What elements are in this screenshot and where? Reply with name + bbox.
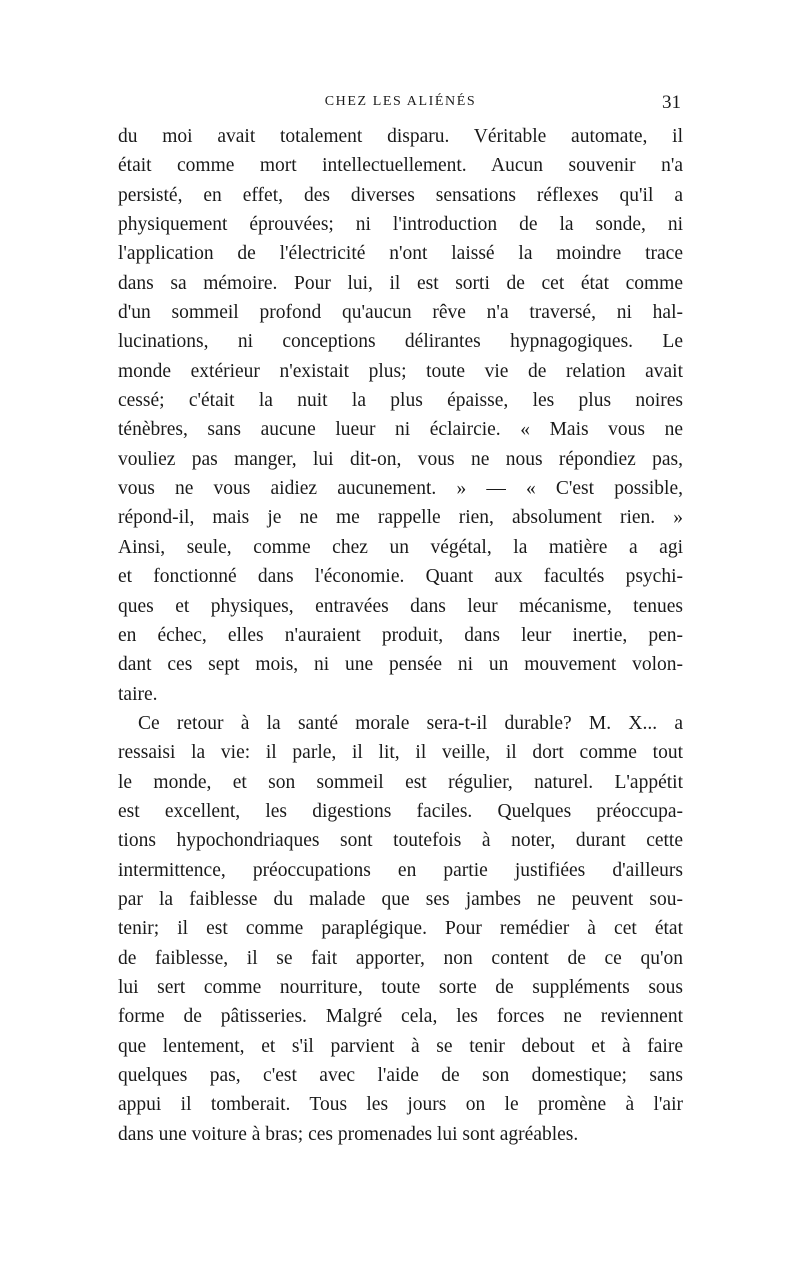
text-line: vous ne vous aidiez aucunement. » — « C'est possible, [118, 478, 683, 500]
text-line: répond-il, mais je ne me rappelle rien, absolument rien. » [118, 507, 683, 529]
text-line: vouliez pas manger, lui dit-on, vous ne nous répondiez pas, [118, 448, 683, 470]
text-line: Ainsi, seule, comme chez un végétal, la matière a agi [118, 536, 683, 558]
text-line: cessé; c'était la nuit la plus épaisse, les plus noires [118, 390, 683, 412]
text-line: Ce retour à la santé morale sera-t-il durable? M. X... a [138, 712, 683, 734]
text-line: que lentement, et s'il parvient à se tenir debout et à faire [118, 1035, 683, 1057]
text-line: le monde, et son sommeil est régulier, naturel. L'appétit [118, 771, 683, 793]
text-line: du moi avait totalement disparu. Véritable automate, il [118, 126, 683, 147]
text-line: forme de pâtisseries. Malgré cela, les forces ne reviennent [118, 1006, 683, 1028]
text-line: par la faiblesse du malade que ses jambes ne peuvent sou- [118, 888, 683, 910]
text-line: ressaisi la vie: il parle, il lit, il veille, il dort comme tout [118, 742, 683, 764]
text-line: taire. [118, 683, 158, 705]
text-line: est excellent, les digestions faciles. Quelques préoccupa- [118, 800, 683, 822]
text-line: ténèbres, sans aucune lueur ni éclaircie. « Mais vous ne [118, 419, 683, 441]
text-line: intermittence, préoccupations en partie justifiées d'ailleurs [118, 859, 683, 881]
text-line: monde extérieur n'existait plus; toute vie de relation avait [118, 360, 683, 382]
text-line: ques et physiques, entravées dans leur mécanisme, tenues [118, 595, 683, 617]
text-line: était comme mort intellectuellement. Aucun souvenir n'a [118, 155, 683, 177]
running-head [118, 92, 683, 118]
text-line: physiquement éprouvées; ni l'introduction de la sonde, ni [118, 214, 683, 236]
text-line: quelques pas, c'est avec l'aide de son domestique; sans [118, 1065, 683, 1086]
text-line: lui sert comme nourriture, toute sorte de suppléments sous [118, 976, 683, 998]
text-line: appui il tomberait. Tous les jours on le promène à l'air [118, 1094, 683, 1116]
running-title: CHEZ LES ALIÉNÉS [324, 94, 477, 109]
text-line: d'un sommeil profond qu'aucun rêve n'a traversé, ni hal- [118, 302, 683, 324]
text-line: tenir; il est comme paraplégique. Pour remédier à cet état [118, 918, 683, 940]
body-text [118, 122, 683, 1149]
page-number: 31 [662, 92, 681, 113]
text-line: dant ces sept mois, ni une pensée ni un mouvement volon- [118, 654, 683, 676]
text-line: l'application de l'électricité n'ont laissé la moindre trace [118, 243, 683, 265]
text-line: lucinations, ni conceptions délirantes hypnagogiques. Le [118, 331, 683, 353]
text-line: de faiblesse, il se fait apporter, non content de ce qu'on [118, 947, 683, 969]
text-line: persisté, en effet, des diverses sensations réflexes qu'il a [118, 184, 683, 206]
text-line: tions hypochondriaques sont toutefois à noter, durant cette [118, 830, 683, 852]
text-line: dans une voiture à bras; ces promenades lui sont agréables. [118, 1123, 579, 1145]
text-line: dans sa mémoire. Pour lui, il est sorti de cet état comme [118, 272, 683, 294]
text-line: en échec, elles n'auraient produit, dans leur inertie, pen- [118, 624, 683, 646]
text-line: et fonctionné dans l'économie. Quant aux facultés psychi- [118, 566, 683, 588]
